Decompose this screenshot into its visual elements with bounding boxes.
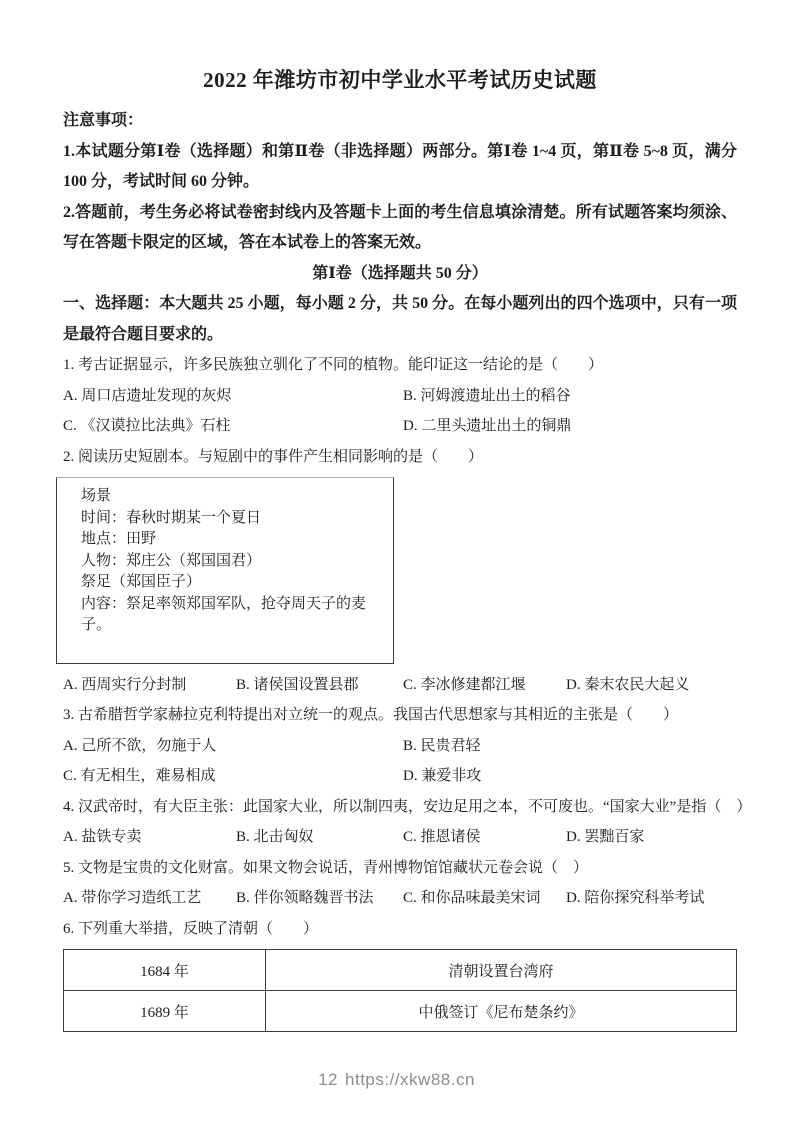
option-a: A. 周口店遗址发现的灰烬 <box>63 387 232 404</box>
notice-item-1: 1.本试题分第Ⅰ卷（选择题）和第Ⅱ卷（非选择题）两部分。第Ⅰ卷 1~4 页，第Ⅱ卷 5~8 页，满分 100 分，考试时间 60 分钟。 <box>63 142 737 190</box>
option-b: B. 伴你领略魏晋书法 <box>236 890 374 906</box>
question-4-options <box>63 822 737 853</box>
scenario-line: 内容：祭足率领郑国军队，抢夺周天子的麦子。 <box>81 595 367 633</box>
scenario-line: 地点：田野 <box>81 531 157 547</box>
option-b: B. 河姆渡遗址出土的稻谷 <box>403 387 571 404</box>
question-4-text: 4. 汉武帝时，有大臣主张：此国家大业，所以制四夷，安边足用之本，不可废也。“国家大业”是指（ ） <box>63 798 752 815</box>
question-5-options <box>63 883 737 914</box>
year-cell: 1689 年 <box>64 991 266 1032</box>
scenario-line: 场景 <box>81 488 112 504</box>
notice-heading: 注意事项： <box>63 112 144 129</box>
question-2-options <box>63 670 737 701</box>
option-c: C. 《汉谟拉比法典》石柱 <box>63 418 231 434</box>
event-cell: 中俄签订《尼布楚条约》 <box>266 991 737 1032</box>
option-d: D. 秦末农民大起义 <box>566 676 690 693</box>
question-1-text: 1. 考古证据显示，许多民族独立驯化了不同的植物。能印证这一结论的是（ ） <box>63 357 604 373</box>
question-2-text: 2. 阅读历史短剧本。与短剧中的事件产生相同影响的是（ ） <box>63 448 484 465</box>
page-footer <box>0 1070 793 1090</box>
question-3-options <box>63 731 737 792</box>
question-3-text: 3. 古希腊哲学家赫拉克利特提出对立统一的观点。我国古代思想家与其相近的主张是（ ） <box>63 707 679 723</box>
scenario-line: 时间：春秋时期某一个夏日 <box>81 509 262 526</box>
event-cell: 清朝设置台湾府 <box>266 950 737 991</box>
notice-item-2: 2.答题前，考生务必将试卷密封线内及答题卡上面的考生信息填涂清楚。所有试题答案均须涂、写在答题卡限定的区域，答在本试卷上的答案无效。 <box>63 203 737 251</box>
option-c: C. 推恩诸侯 <box>403 829 481 845</box>
table-row <box>64 991 737 1032</box>
scenario-box <box>56 477 394 664</box>
question-6-text: 6. 下列重大举措，反映了清朝（ ） <box>63 920 319 937</box>
option-d: D. 罢黜百家 <box>566 829 645 845</box>
option-a: A. 盐铁专卖 <box>63 829 142 845</box>
scenario-line: 祭足（郑国臣子） <box>81 574 202 590</box>
question-1-options <box>63 381 737 442</box>
question-5-text: 5. 文物是宝贵的文化财富。如果文物会说话，青州博物馆馆藏状元卷会说（ ） <box>63 859 589 876</box>
option-b: B. 北击匈奴 <box>236 829 314 845</box>
option-d: D. 兼爱非攻 <box>403 768 482 784</box>
option-c: C. 有无相生，难易相成 <box>63 768 216 784</box>
option-c: C. 和你品味最美宋词 <box>403 890 541 906</box>
option-a: A. 己所不欲，勿施于人 <box>63 737 217 754</box>
page-number: 12 <box>318 1070 339 1089</box>
option-a: A. 西周实行分封制 <box>63 676 187 693</box>
section1-heading: 第Ⅰ卷（选择题共 50 分） <box>312 264 488 282</box>
option-a: A. 带你学习造纸工艺 <box>63 890 202 906</box>
page-title: 2022 年潍坊市初中学业水平考试历史试题 <box>203 68 597 92</box>
option-d: D. 二里头遗址出土的铜鼎 <box>403 418 572 434</box>
table-row <box>64 950 737 991</box>
scenario-line: 人物：郑庄公（郑国国君） <box>81 552 262 569</box>
year-cell: 1684 年 <box>64 950 266 991</box>
option-b: B. 民贵君轻 <box>403 737 481 754</box>
timeline-table <box>63 949 737 1032</box>
section1-intro: 一、选择题：本大题共 25 小题，每小题 2 分，共 50 分。在每小题列出的四个选项中，只有一项是最符合题目要求的。 <box>63 295 737 343</box>
option-c: C. 李冰修建都江堰 <box>403 676 526 693</box>
footer-url: https://xkw88.cn <box>345 1070 475 1089</box>
option-d: D. 陪你探究科举考试 <box>566 890 705 906</box>
option-b: B. 诸侯国设置县郡 <box>236 676 359 693</box>
